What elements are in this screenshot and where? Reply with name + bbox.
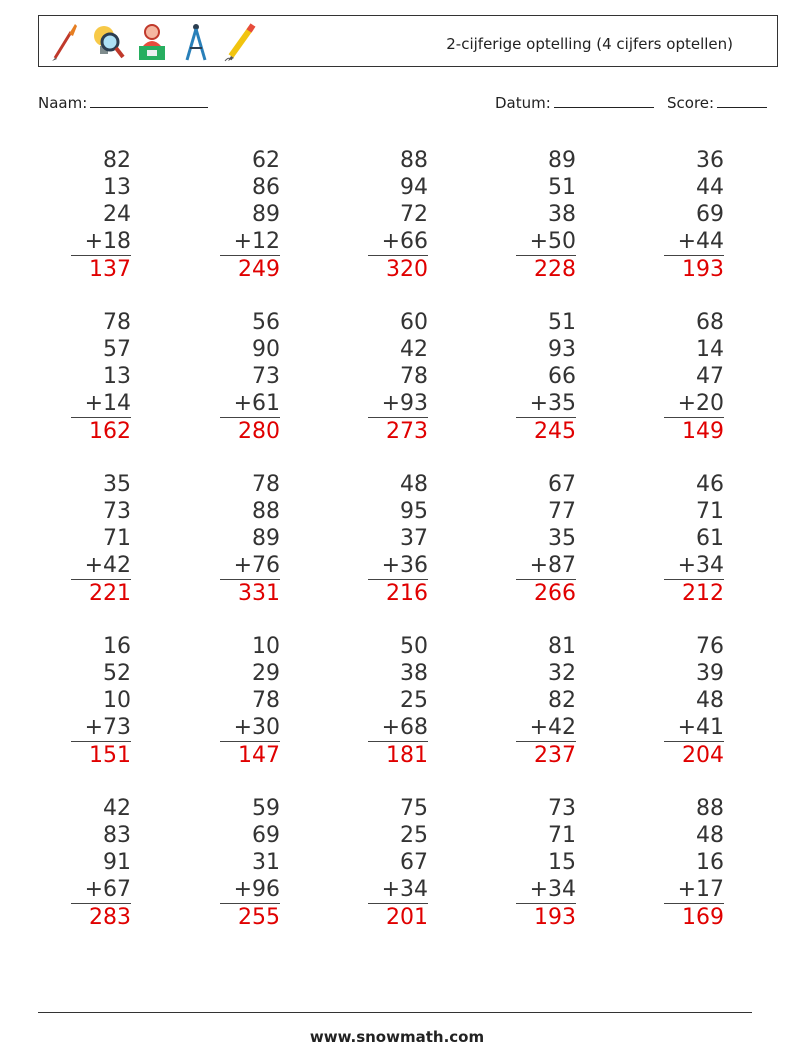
addend-3: 72 xyxy=(400,202,428,227)
answer: 212 xyxy=(682,581,724,606)
problem-18 xyxy=(368,633,428,769)
problem-6 xyxy=(71,309,131,445)
answer: 273 xyxy=(386,419,428,444)
answer: 181 xyxy=(386,743,428,768)
answer: 201 xyxy=(386,905,428,930)
answer: 255 xyxy=(238,905,280,930)
addend-1: 67 xyxy=(548,472,576,497)
problem-4 xyxy=(516,147,576,283)
addend-4: +34 xyxy=(664,552,724,580)
addend-2: 42 xyxy=(400,337,428,362)
addend-2: 14 xyxy=(696,337,724,362)
addend-3: 89 xyxy=(252,202,280,227)
answer: 162 xyxy=(89,419,131,444)
problem-21 xyxy=(71,795,131,931)
addend-1: 51 xyxy=(548,310,576,335)
addend-2: 90 xyxy=(252,337,280,362)
problem-23 xyxy=(368,795,428,931)
addend-1: 50 xyxy=(400,634,428,659)
addend-2: 88 xyxy=(252,499,280,524)
answer: 280 xyxy=(238,419,280,444)
addend-2: 52 xyxy=(103,661,131,686)
addend-4: +18 xyxy=(71,228,131,256)
addend-1: 59 xyxy=(252,796,280,821)
addend-3: 82 xyxy=(548,688,576,713)
date-label: Datum: xyxy=(495,94,551,112)
addend-2: 69 xyxy=(252,823,280,848)
problem-16 xyxy=(71,633,131,769)
addend-3: 71 xyxy=(103,526,131,551)
addend-2: 29 xyxy=(252,661,280,686)
addend-2: 13 xyxy=(103,175,131,200)
answer: 228 xyxy=(534,257,576,282)
score-label: Score: xyxy=(667,94,715,112)
answer: 193 xyxy=(534,905,576,930)
addend-4: +36 xyxy=(368,552,428,580)
addend-4: +76 xyxy=(220,552,280,580)
addend-1: 36 xyxy=(696,148,724,173)
addend-2: 73 xyxy=(103,499,131,524)
problem-13 xyxy=(368,471,428,607)
addend-2: 44 xyxy=(696,175,724,200)
answer: 221 xyxy=(89,581,131,606)
addend-1: 35 xyxy=(103,472,131,497)
problem-19 xyxy=(516,633,576,769)
problem-24 xyxy=(516,795,576,931)
problem-10 xyxy=(664,309,724,445)
addend-2: 71 xyxy=(548,823,576,848)
addend-1: 78 xyxy=(252,472,280,497)
addend-1: 68 xyxy=(696,310,724,335)
addend-4: +41 xyxy=(664,714,724,742)
addend-4: +17 xyxy=(664,876,724,904)
answer: 249 xyxy=(238,257,280,282)
worksheet-title: 2-cijferige optelling (4 cijfers optellen) xyxy=(446,35,733,53)
addend-3: 61 xyxy=(696,526,724,551)
addend-4: +96 xyxy=(220,876,280,904)
addend-2: 38 xyxy=(400,661,428,686)
addend-1: 10 xyxy=(252,634,280,659)
addend-3: 35 xyxy=(548,526,576,551)
addend-2: 86 xyxy=(252,175,280,200)
addend-3: 38 xyxy=(548,202,576,227)
addend-1: 75 xyxy=(400,796,428,821)
addend-3: 24 xyxy=(103,202,131,227)
addend-4: +35 xyxy=(516,390,576,418)
answer: 245 xyxy=(534,419,576,444)
problem-7 xyxy=(220,309,280,445)
problem-12 xyxy=(220,471,280,607)
addend-2: 94 xyxy=(400,175,428,200)
addend-3: 47 xyxy=(696,364,724,389)
addend-4: +30 xyxy=(220,714,280,742)
name-label: Naam: xyxy=(38,94,88,112)
addend-4: +61 xyxy=(220,390,280,418)
addend-2: 57 xyxy=(103,337,131,362)
addend-1: 16 xyxy=(103,634,131,659)
problem-14 xyxy=(516,471,576,607)
addend-2: 39 xyxy=(696,661,724,686)
problem-8 xyxy=(368,309,428,445)
answer: 283 xyxy=(89,905,131,930)
addend-4: +34 xyxy=(368,876,428,904)
addend-4: +66 xyxy=(368,228,428,256)
problem-22 xyxy=(220,795,280,931)
addend-1: 88 xyxy=(696,796,724,821)
addend-4: +67 xyxy=(71,876,131,904)
problem-2 xyxy=(220,147,280,283)
addend-2: 25 xyxy=(400,823,428,848)
addend-2: 93 xyxy=(548,337,576,362)
addend-3: 48 xyxy=(696,688,724,713)
addend-3: 13 xyxy=(103,364,131,389)
addend-3: 69 xyxy=(696,202,724,227)
addend-3: 31 xyxy=(252,850,280,875)
addend-3: 73 xyxy=(252,364,280,389)
answer: 193 xyxy=(682,257,724,282)
addend-4: +12 xyxy=(220,228,280,256)
addend-2: 71 xyxy=(696,499,724,524)
addend-3: 10 xyxy=(103,688,131,713)
addend-4: +34 xyxy=(516,876,576,904)
footer-divider xyxy=(38,1012,752,1013)
addend-3: 66 xyxy=(548,364,576,389)
addend-2: 77 xyxy=(548,499,576,524)
addend-3: 16 xyxy=(696,850,724,875)
addend-1: 56 xyxy=(252,310,280,335)
answer: 320 xyxy=(386,257,428,282)
addend-1: 82 xyxy=(103,148,131,173)
addend-2: 51 xyxy=(548,175,576,200)
addend-4: +14 xyxy=(71,390,131,418)
addend-1: 89 xyxy=(548,148,576,173)
addend-4: +73 xyxy=(71,714,131,742)
addend-1: 78 xyxy=(103,310,131,335)
answer: 331 xyxy=(238,581,280,606)
addend-2: 95 xyxy=(400,499,428,524)
addend-3: 25 xyxy=(400,688,428,713)
answer: 169 xyxy=(682,905,724,930)
problem-17 xyxy=(220,633,280,769)
addend-3: 91 xyxy=(103,850,131,875)
addend-4: +20 xyxy=(664,390,724,418)
problem-3 xyxy=(368,147,428,283)
addend-3: 67 xyxy=(400,850,428,875)
problem-9 xyxy=(516,309,576,445)
addend-3: 15 xyxy=(548,850,576,875)
addend-2: 48 xyxy=(696,823,724,848)
answer: 237 xyxy=(534,743,576,768)
answer: 151 xyxy=(89,743,131,768)
addend-1: 42 xyxy=(103,796,131,821)
addend-1: 73 xyxy=(548,796,576,821)
answer: 216 xyxy=(386,581,428,606)
addend-1: 81 xyxy=(548,634,576,659)
addend-3: 78 xyxy=(400,364,428,389)
addend-1: 48 xyxy=(400,472,428,497)
addend-3: 37 xyxy=(400,526,428,551)
answer: 266 xyxy=(534,581,576,606)
answer: 147 xyxy=(238,743,280,768)
addend-4: +50 xyxy=(516,228,576,256)
addend-4: +44 xyxy=(664,228,724,256)
answer: 204 xyxy=(682,743,724,768)
problem-11 xyxy=(71,471,131,607)
problem-20 xyxy=(664,633,724,769)
answer: 137 xyxy=(89,257,131,282)
addend-4: +42 xyxy=(71,552,131,580)
addend-4: +42 xyxy=(516,714,576,742)
addend-3: 89 xyxy=(252,526,280,551)
problem-5 xyxy=(664,147,724,283)
addend-3: 78 xyxy=(252,688,280,713)
problem-15 xyxy=(664,471,724,607)
addend-2: 32 xyxy=(548,661,576,686)
addend-1: 60 xyxy=(400,310,428,335)
problem-1 xyxy=(71,147,131,283)
problem-25 xyxy=(664,795,724,931)
addend-1: 76 xyxy=(696,634,724,659)
answer: 149 xyxy=(682,419,724,444)
addend-4: +93 xyxy=(368,390,428,418)
footer-site: www.snowmath.com xyxy=(309,1028,485,1046)
addend-1: 88 xyxy=(400,148,428,173)
addend-4: +68 xyxy=(368,714,428,742)
addend-1: 62 xyxy=(252,148,280,173)
addend-2: 83 xyxy=(103,823,131,848)
addend-4: +87 xyxy=(516,552,576,580)
addend-1: 46 xyxy=(696,472,724,497)
